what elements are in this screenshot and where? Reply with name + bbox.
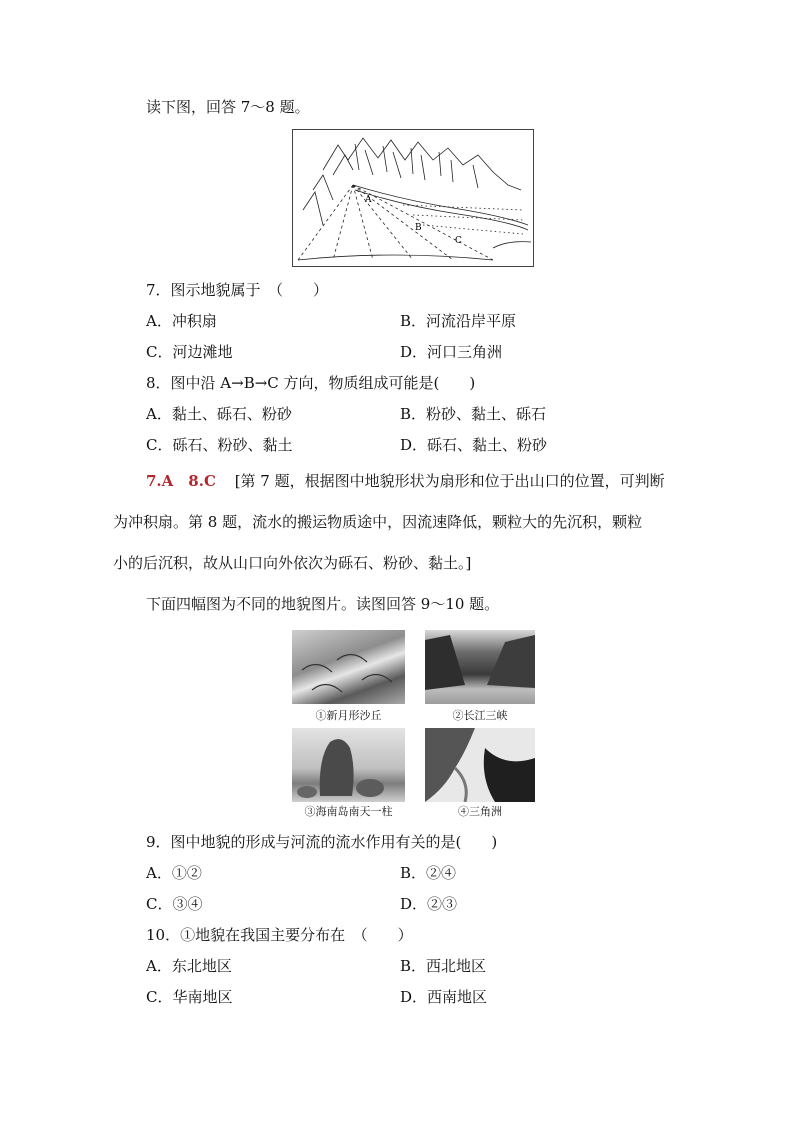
q10-option-b: B．西北地区 — [400, 957, 487, 975]
q9-option-c: C．③④ — [146, 895, 203, 913]
q7-option-b: B．河流沿岸平原 — [400, 312, 517, 330]
answer-explanation-1: [第 7 题，根据图中地貌形状为扇形和位于出山口的位置，可判断 — [234, 472, 665, 490]
photo2-caption: ②长江三峡 — [452, 709, 508, 722]
q10-option-c: C．华南地区 — [146, 988, 233, 1006]
delta-photo-icon — [425, 728, 535, 802]
q9-option-b: B．②④ — [400, 864, 457, 882]
fan-label-b: B — [415, 223, 422, 233]
q9-option-a: A．①② — [146, 864, 202, 882]
three-gorges-photo-icon — [425, 630, 535, 704]
q9-stem: 9．图中地貌的形成与河流的流水作用有关的是( ) — [146, 833, 498, 851]
q7-stem: 7．图示地貌属于 （ ） — [146, 281, 329, 299]
q7-option-c: C．河边滩地 — [146, 343, 233, 361]
intro-7-8: 读下图，回答 7～8 题。 — [146, 98, 310, 116]
answer-explanation-3: 小的后沉积，故从山口向外依次为砾石、粉砂、黏土。] — [113, 554, 472, 572]
photo4-caption: ④三角洲 — [458, 805, 502, 818]
q8-stem: 8．图中沿 A→B→C 方向，物质组成可能是( ) — [146, 374, 476, 392]
q10-option-d: D．西南地区 — [400, 988, 488, 1006]
q9-option-d: D．②③ — [400, 895, 458, 913]
q10-option-a: A．东北地区 — [146, 957, 232, 975]
q8-option-b: B．粉砂、黏土、砾石 — [400, 405, 547, 423]
rock-pillar-photo-icon — [292, 728, 405, 802]
fan-label-c: C — [455, 236, 462, 246]
q8-option-a: A．黏土、砾石、粉砂 — [146, 405, 292, 423]
intro-9-10: 下面四幅图为不同的地貌图片。读图回答 9～10 题。 — [146, 595, 500, 613]
answer-7-8-line1 — [146, 471, 665, 491]
photo1-caption: ①新月形沙丘 — [315, 709, 382, 722]
q7-option-a: A．冲积扇 — [146, 312, 217, 330]
answer-explanation-2: 为冲积扇。第 8 题，流水的搬运物质途中，因流速降低，颗粒大的先沉积，颗粒 — [113, 513, 643, 531]
fan-label-a: A — [365, 195, 372, 205]
q10-stem: 10．①地貌在我国主要分布在 （ ） — [146, 926, 413, 944]
q8-option-d: D．砾石、黏土、粉砂 — [400, 436, 548, 454]
q8-option-c: C．砾石、粉砂、黏土 — [146, 436, 293, 454]
barchan-dune-photo-icon — [292, 630, 405, 704]
answer-keys: 7.A 8.C — [146, 472, 216, 490]
q7-option-d: D．河口三角洲 — [400, 343, 503, 361]
alluvial-fan-sketch-icon — [293, 130, 533, 266]
photo3-caption: ③海南岛南天一柱 — [304, 805, 393, 818]
alluvial-fan-sketch-figure — [292, 129, 534, 267]
